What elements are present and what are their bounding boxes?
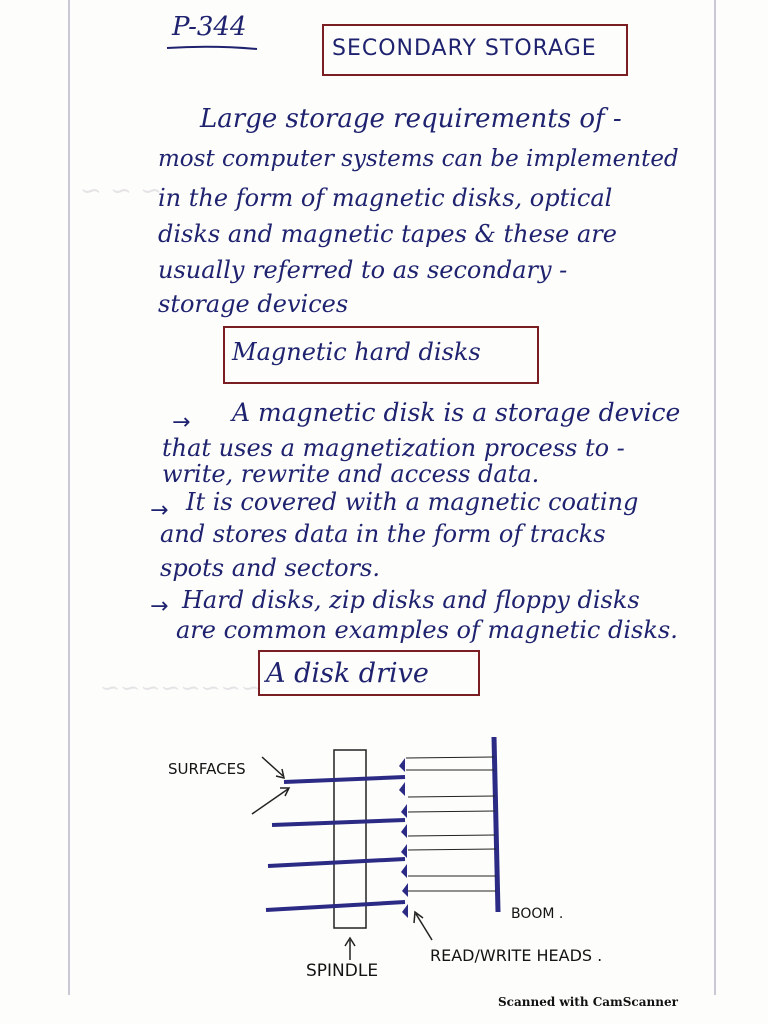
arm-3: [408, 796, 495, 797]
surfaces-pointer-arrow: [252, 789, 288, 814]
intro-line-5: usually referred to as secondary -: [158, 256, 568, 284]
read-write-head: [399, 758, 405, 772]
surfaces-label: SURFACES: [168, 760, 246, 778]
boom-bar: [494, 737, 498, 912]
scanner-watermark: Scanned with CamScanner: [498, 995, 678, 1009]
intro-line-3: in the form of magnetic disks, optical: [158, 184, 613, 212]
platter-4: [266, 902, 405, 910]
boom-label: BOOM .: [511, 906, 564, 922]
read-write-head: [401, 864, 407, 878]
bleed-through-text: ~ ~ ~: [80, 176, 162, 206]
intro-line-4: disks and magnetic tapes & these are: [158, 220, 617, 248]
read-write-head: [399, 782, 405, 796]
spindle-label: SPINDLE: [306, 961, 379, 981]
bullet-line-5: and stores data in the form of tracks: [160, 520, 606, 548]
arm-4: [408, 811, 495, 812]
arm-5: [408, 835, 495, 836]
bullet-line-7: Hard disks, zip disks and floppy disks: [182, 586, 640, 614]
read-write-heads-label: READ/WRITE HEADS .: [430, 946, 603, 965]
bullet-line-1: A magnetic disk is a storage device: [232, 398, 681, 427]
bullet-line-4: It is covered with a magnetic coating: [186, 488, 639, 516]
bullet-line-8: are common examples of magnetic disks.: [176, 616, 678, 644]
arrow-bullet-icon: →: [150, 594, 169, 619]
read-write-head: [401, 804, 407, 818]
read-write-head: [402, 883, 408, 897]
bullet-line-3: write, rewrite and access data.: [162, 460, 540, 488]
bullet-line-2: that uses a magnetization process to -: [162, 434, 625, 462]
platter-1: [284, 777, 405, 782]
platter-2: [272, 820, 405, 825]
read-write-head: [401, 824, 407, 838]
section-heading-drive: A disk drive: [266, 658, 429, 689]
intro-line-1: Large storage requirements of -: [200, 104, 622, 134]
intro-line-6: storage devices: [158, 290, 349, 318]
heads-pointer-arrow: [416, 914, 432, 940]
arm-6: [408, 849, 496, 850]
read-write-head: [402, 904, 408, 918]
arm-1: [406, 757, 494, 758]
section-heading-magnetic: Magnetic hard disks: [232, 338, 481, 366]
page-title: SECONDARY STORAGE: [332, 36, 597, 61]
arrow-bullet-icon: →: [172, 410, 191, 435]
bleed-through-text: ~~~~~~~~: [100, 674, 261, 702]
read-write-head: [401, 844, 407, 858]
surfaces-pointer-arrow: [262, 757, 283, 776]
spindle-shaft: [334, 750, 366, 928]
platter-3: [268, 859, 405, 866]
bullet-line-6: spots and sectors.: [160, 554, 380, 582]
page-number: P-344: [172, 12, 247, 42]
intro-line-2: most computer systems can be implemented: [158, 146, 679, 172]
arrow-bullet-icon: →: [150, 498, 169, 523]
